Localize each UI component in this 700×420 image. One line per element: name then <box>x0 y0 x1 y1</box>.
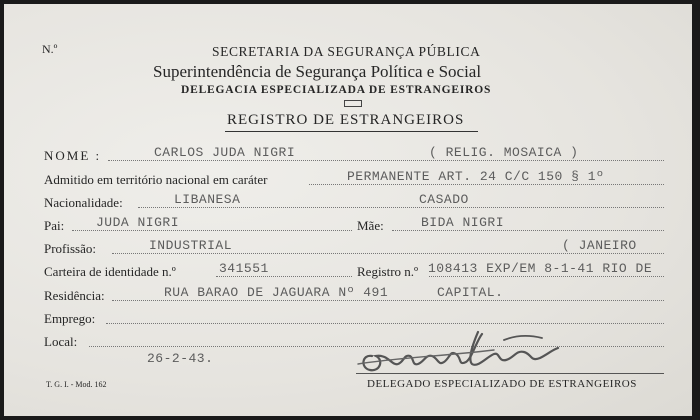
label-emprego: Emprego: <box>44 311 96 326</box>
label-profissao: Profissão: <box>44 241 96 256</box>
value-mae: BIDA NIGRI <box>421 215 505 230</box>
signature-icon <box>354 320 564 378</box>
ornament-icon <box>344 100 362 107</box>
label-nome: NOME : <box>44 148 102 163</box>
label-residencia: Residência: <box>44 288 105 303</box>
value-registro: 108413 EXP/EM 8-1-41 RIO DE <box>428 261 653 276</box>
card-title: REGISTRO DE ESTRANGEIROS <box>227 112 465 128</box>
value-capital: CAPITAL. <box>437 285 504 300</box>
value-residencia: RUA BARAO DE JAGUARA Nº 491 <box>164 285 389 300</box>
value-profissao: INDUSTRIAL <box>149 238 233 253</box>
line-mae <box>392 230 664 231</box>
value-nome: CARLOS JUDA NIGRI <box>154 145 296 160</box>
registration-card <box>4 4 692 416</box>
line-profissao <box>112 253 664 254</box>
signatory-label: DELEGADO ESPECIALIZADO DE ESTRANGEIROS <box>367 378 637 390</box>
line-residencia <box>112 300 664 301</box>
value-janeiro: ( JANEIRO <box>562 238 637 253</box>
line-pai <box>72 230 352 231</box>
signature-line <box>356 373 664 374</box>
header-delegacia: DELEGACIA ESPECIALIZADA DE ESTRANGEIROS <box>181 84 492 96</box>
header-superintendencia: Superintendência de Segurança Política e Social <box>153 62 482 81</box>
label-pai: Pai: <box>44 218 65 233</box>
line-admitido <box>309 184 664 185</box>
title-underline <box>225 131 478 132</box>
label-mae: Mãe: <box>357 218 384 233</box>
value-admitido: PERMANENTE ART. 24 C/C 150 § 1º <box>347 169 605 184</box>
line-carteira <box>216 276 352 277</box>
number-label: N.º <box>42 42 58 56</box>
line-registro <box>429 276 664 277</box>
label-carteira: Carteira de identidade n.º <box>44 264 176 279</box>
value-carteira: 341551 <box>219 261 269 276</box>
value-data: 26-2-43. <box>147 351 214 366</box>
label-admitido: Admitido em território nacional em caráter <box>44 172 268 187</box>
line-nome <box>108 160 664 161</box>
label-nacionalidade: Nacionalidade: <box>44 195 123 210</box>
value-estado-civil: CASADO <box>419 192 469 207</box>
line-nacionalidade <box>138 207 664 208</box>
form-code: T. G. I. - Mod. 162 <box>46 380 107 389</box>
value-pai: JUDA NIGRI <box>96 215 180 230</box>
value-religiao: ( RELIG. MOSAICA ) <box>429 145 579 160</box>
value-nacionalidade: LIBANESA <box>174 192 241 207</box>
header-secretaria: SECRETARIA DA SEGURANÇA PÚBLICA <box>212 44 481 59</box>
label-registro: Registro n.º <box>357 264 419 279</box>
label-local: Local: <box>44 334 78 349</box>
